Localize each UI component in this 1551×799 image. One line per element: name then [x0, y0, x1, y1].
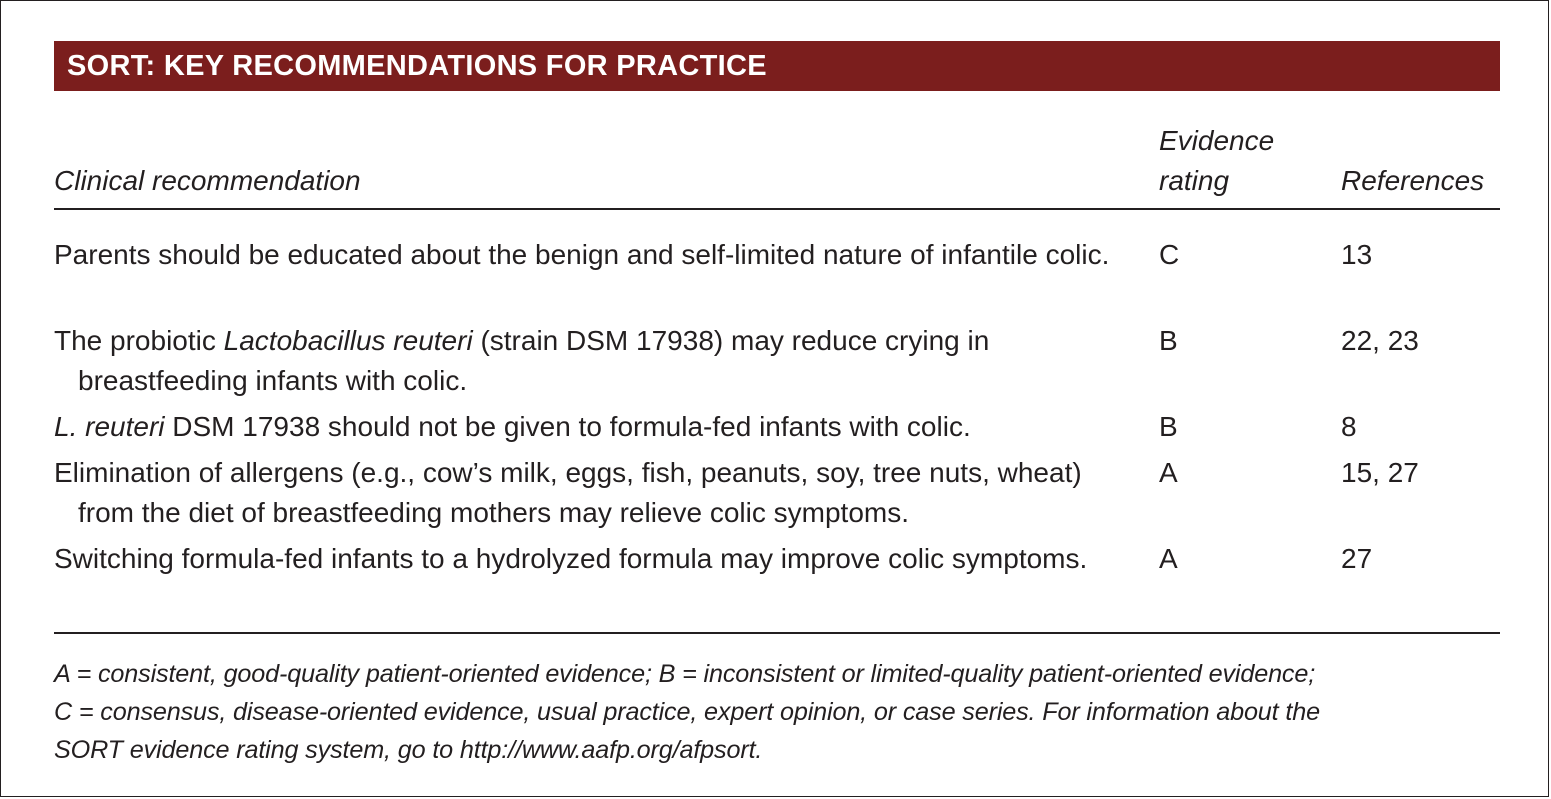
table-top-rule: [54, 208, 1500, 210]
recommendation-text: [54, 321, 1124, 401]
recommendation-text-part: The probiotic: [54, 325, 224, 356]
recommendation-text-part: Elimination of allergens (e.g., cow’s milk, eggs, fish, peanuts, soy, tree nuts, wheat) from the diet of breastfeeding mothers may relieve colic symptoms.: [54, 457, 1082, 528]
evidence-rating-value: B: [1159, 325, 1178, 356]
table-bottom-rule: [54, 632, 1500, 634]
header-evidence-rating: [1159, 121, 1274, 201]
header-evidence-line2: rating: [1159, 165, 1230, 196]
recommendation-text: [54, 539, 1124, 579]
header-references: References: [1341, 165, 1485, 196]
recommendation-text-part: Switching formula-fed infants to a hydrolyzed formula may improve colic symptoms.: [54, 543, 1088, 574]
recommendation-species-name: L. reuteri: [54, 411, 165, 442]
evidence-rating-value: B: [1159, 411, 1178, 442]
evidence-rating-value: C: [1159, 239, 1180, 270]
references-value: 22, 23: [1341, 325, 1419, 356]
evidence-footnote: [54, 655, 1514, 769]
header-clinical-recommendation: Clinical recommendation: [54, 165, 361, 196]
recommendation-text-part: DSM 17938 should not be given to formula-fed infants with colic.: [164, 411, 971, 442]
footnote-line: SORT evidence rating system, go to http://www.aafp.org/afpsort.: [54, 736, 763, 764]
header-evidence-line1: Evidence: [1159, 125, 1275, 156]
evidence-rating-value: A: [1159, 457, 1178, 488]
recommendation-text: [54, 235, 1124, 275]
recommendation-text: [54, 407, 1124, 447]
footnote-line: C = consensus, disease-oriented evidence, usual practice, expert opinion, or case series. For information about the: [54, 698, 1320, 726]
references-value: 13: [1341, 239, 1373, 270]
recommendation-species-name: Lactobacillus reuteri: [223, 325, 473, 356]
recommendation-text: [54, 453, 1124, 533]
recommendation-text-part: (strain DSM 17938) may reduce crying in breastfeeding infants with colic.: [78, 325, 990, 396]
banner-title: SORT: KEY RECOMMENDATIONS FOR PRACTICE: [67, 49, 767, 82]
references-value: 8: [1341, 411, 1357, 442]
references-value: 15, 27: [1341, 457, 1419, 488]
recommendation-text-part: Parents should be educated about the benign and self-limited nature of infantile colic.: [54, 239, 1110, 270]
footnote-line: A = consistent, good-quality patient-oriented evidence; B = inconsistent or limited-quality patient-oriented evidence;: [54, 660, 1316, 688]
sort-banner: [54, 41, 1500, 91]
evidence-rating-value: A: [1159, 543, 1178, 574]
references-value: 27: [1341, 543, 1373, 574]
